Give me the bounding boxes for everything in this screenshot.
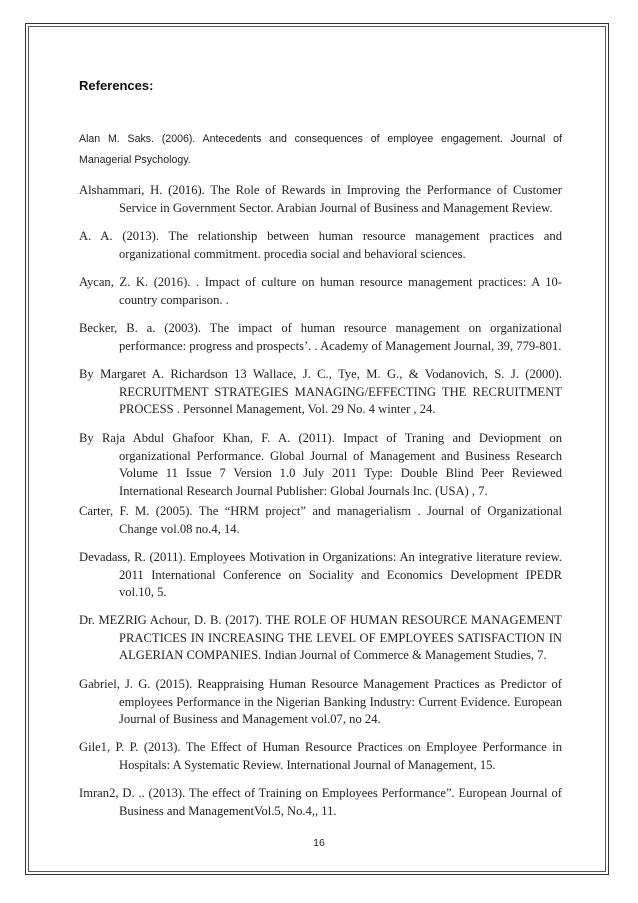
reference-entry: Carter, F. M. (2005). The “HRM project” and managerialism . Journal of Organizational Change vol.08 no.4, 14. <box>79 504 562 536</box>
reference-entry: By Margaret A. Richardson 13 Wallace, J. C., Tye, M. G., & Vodanovich, S. J. (2000). RECRUITMENT STRATEGIES MANAGING/EFFECTING THE RECRUITMENT PROCESS . Personnel Management, Vol. 29 No. 4 winter , 24. <box>79 367 562 417</box>
reference-entry: Devadass, R. (2011). Employees Motivation in Organizations: An integrative literature review. 2011 International Conference on Sociality and Economics Development IPEDR vol.10, 5. <box>79 550 562 600</box>
reference-entry: Aycan, Z. K. (2016). . Impact of culture on human resource management practices: A 10-country comparison. . <box>79 275 562 307</box>
page-number: 16 <box>313 837 325 849</box>
reference-entry: Imran2, D. .. (2013). The effect of Training on Employees Performance”. European Journal of Business and ManagementVol.5, No.4,, 11. <box>79 786 562 818</box>
reference-entry: By Raja Abdul Ghafoor Khan, F. A. (2011). Impact of Traning and Deviopment on organizational Performance. Global Journal of Management and Business Research Volume 11 Issue 7 Version 1.0 July 2011 Type: Double Blind Peer Reviewed International Research Journal Publisher: Global Journals Inc. (USA) , 7. <box>79 431 562 498</box>
reference-entry: Gile1, P. P. (2013). The Effect of Human Resource Practices on Employee Performance in Hospitals: A Systematic Review. International Journal of Management, 15. <box>79 740 562 772</box>
reference-entry: A. A. (2013). The relationship between human resource management practices and organizational commitment. procedia social and behavioral sciences. <box>79 229 562 261</box>
reference-entry: Alan M. Saks. (2006). Antecedents and consequences of employee engagement. Journal of Managerial Psychology. <box>79 133 562 166</box>
references-heading: References: <box>79 78 154 93</box>
reference-entry: Alshammari, H. (2016). The Role of Rewards in Improving the Performance of Customer Service in Government Sector. Arabian Journal of Business and Management Review. <box>79 183 562 215</box>
reference-entry: Gabriel, J. G. (2015). Reappraising Human Resource Management Practices as Predictor of employees Performance in the Nigerian Banking Industry: Current Evidence. European Journal of Business and Management vol.07, no 24. <box>79 677 562 727</box>
reference-entry: Dr. MEZRIG Achour, D. B. (2017). THE ROLE OF HUMAN RESOURCE MANAGEMENT PRACTICES IN INCREASING THE LEVEL OF EMPLOYEES SATISFACTION IN ALGERIAN COMPANIES. Indian Journal of Commerce & Management Studies, 7. <box>79 613 562 663</box>
reference-entry: Becker, B. a. (2003). The impact of human resource management on organizational performance: progress and prospects’. . Academy of Management Journal, 39, 779-801. <box>79 321 562 353</box>
